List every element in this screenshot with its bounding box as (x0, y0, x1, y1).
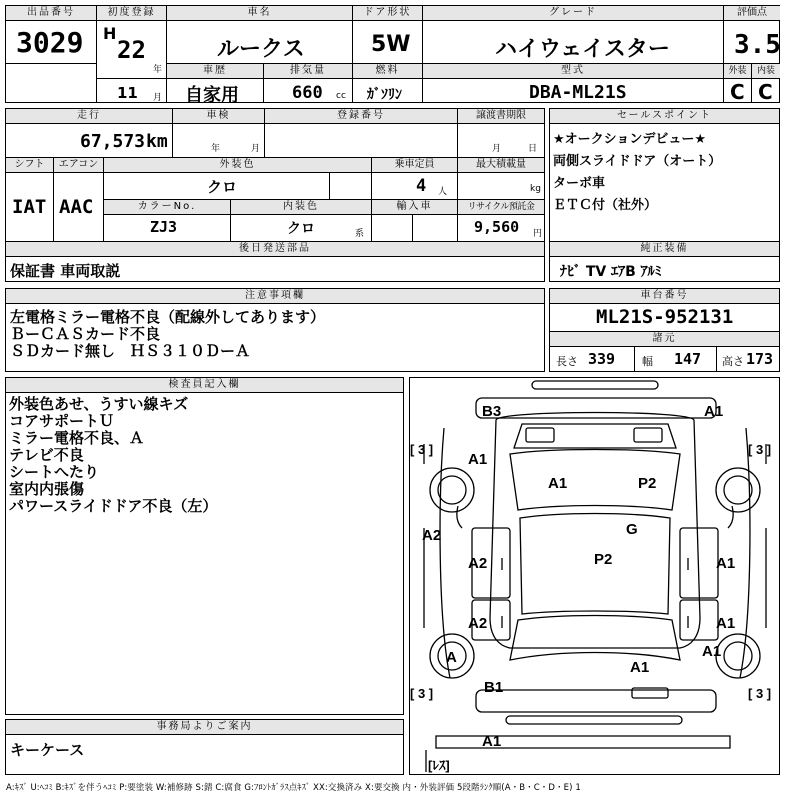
later-parts: 保証書 車両取説 (10, 262, 121, 280)
era: H (103, 24, 117, 43)
first-reg-label: 初度登録 (97, 6, 166, 21)
genuine-equipment-panel (549, 242, 780, 282)
chassis-number: ML21S-952131 (596, 306, 734, 328)
transfer-day-unit: 日 (528, 144, 538, 154)
door-cell (353, 6, 423, 63)
fuel-label: 燃料 (353, 64, 422, 79)
reg-year: 22 (117, 36, 146, 64)
inspection-month-unit: 月 (251, 144, 261, 154)
lot-label: 出品番号 (6, 6, 96, 21)
fuel-cell (353, 63, 423, 103)
vehicle-diagram-panel (409, 377, 780, 775)
damage-mark: A1 (548, 475, 568, 492)
max-load-label: 最大積載量 (458, 158, 544, 173)
int-color-cell (231, 199, 372, 241)
fuel: ｶﾞｿﾘﾝ (367, 87, 402, 103)
model-cell (423, 63, 724, 103)
shift: IAT (12, 196, 47, 218)
mileage-unit: km (146, 131, 168, 152)
mileage-cell (6, 109, 173, 157)
inspection-label: 車検 (173, 109, 264, 124)
sales-point-line: 両側スライドドア（オート） (553, 154, 722, 169)
inspector-line: パワースライドドア不良（左） (9, 497, 218, 515)
damage-mark: A1 (482, 733, 502, 750)
lot-cell (6, 6, 97, 63)
notes-label: 注意事項欄 (6, 289, 544, 304)
displacement-unit: cc (336, 91, 346, 101)
transfer-label: 譲渡書期限 (458, 109, 544, 124)
ext-color: クロ (207, 178, 238, 196)
note-line: ＢーＣＡＳカード不良 (10, 325, 161, 343)
history: 自家用 (185, 85, 239, 106)
ac: AAC (59, 196, 94, 218)
capacity: 4 (416, 176, 427, 196)
inspector-label: 検査員記入欄 (6, 378, 403, 393)
reg-month: 11 (117, 84, 138, 102)
inspector-line: ミラー電格不良、Ａ (9, 429, 145, 447)
recycle-unit: 円 (533, 229, 543, 239)
office-note: キーケース (10, 741, 85, 759)
capacity-unit: 人 (438, 187, 448, 197)
ext-color-cell (104, 157, 372, 199)
color-no-label: カラーNo. (104, 200, 230, 215)
displacement: 660 (292, 83, 323, 103)
length: 339 (588, 350, 616, 368)
spare-tire-label: [ﾚｽ] (428, 758, 450, 773)
int-color: クロ (287, 221, 315, 237)
max-load-cell (458, 157, 544, 199)
inspector-line: テレビ不良 (9, 446, 84, 464)
history-cell (167, 63, 264, 106)
ac-cell (54, 157, 104, 241)
office-panel (5, 719, 404, 775)
damage-mark: A1 (704, 403, 724, 420)
height: 173 (746, 350, 774, 368)
damage-mark: G (626, 521, 638, 538)
door-type: 5W (371, 32, 411, 57)
inspector-panel (5, 377, 404, 715)
damage-mark: A1 (630, 659, 650, 676)
inspector-line: 外装色あせ、うすい線キズ (9, 395, 189, 413)
tire-tread-label: [ 3 ] (410, 686, 434, 701)
header-panel (5, 5, 781, 106)
shift-label: シフト (6, 158, 53, 173)
ext-color-label: 外装色 (104, 158, 371, 173)
later-parts-cell (6, 241, 544, 281)
interior-label: 内装 (752, 64, 780, 79)
tire-tread-label: [ 3 ] (748, 686, 772, 701)
mileage-label: 走行 (6, 109, 172, 124)
door-label: ドア形状 (353, 6, 422, 21)
capacity-label: 乗車定員 (372, 158, 457, 173)
width-label: 幅 (642, 355, 653, 368)
exterior-label: 外装 (724, 64, 751, 79)
interior-grade: C (758, 80, 773, 104)
sales-point-line: ＥＴＣ付（社外） (553, 198, 658, 213)
month-unit: 月 (153, 93, 163, 103)
tire-tread-label: [ 3 ] (410, 442, 434, 457)
grade-label: グレード (423, 6, 723, 21)
damage-mark: A1 (702, 643, 722, 660)
inspector-line: コアサポートＵ (9, 412, 115, 430)
car-name: ルークス (217, 37, 305, 62)
damage-mark: B3 (482, 403, 502, 420)
width: 147 (674, 350, 702, 368)
score: 3.5 (734, 30, 781, 60)
sales-point-line: ★オークションデビュー★ (553, 132, 707, 147)
import-label: 輸入車 (372, 200, 457, 215)
legend: A:ｷｽﾞ U:ﾍｺﾐ B:ｷｽﾞを伴うﾍｺﾐ P:要塗装 W:補修跡 S:錆 C:腐食 G:ﾌﾛﾝﾄｶﾞﾗｽ点ｷｽﾞ XX:交換済み X:要交換 内・外装評価 5段階ﾗﾝｸ順(A・B・C・D・E) 1 (6, 783, 581, 793)
inspection-cell (173, 109, 265, 157)
damage-mark: A2 (422, 527, 442, 544)
tire-tread-label: [ 3 ] (748, 442, 772, 457)
damage-mark: A1 (716, 615, 736, 632)
chassis-panel (549, 288, 780, 372)
spec-label: 諸元 (550, 331, 779, 347)
recycle: 9,560 (474, 218, 520, 236)
genuine-equipment: ﾅﾋﾞ TV ｴｱB ｱﾙﾐ (560, 264, 662, 280)
first-reg-cell (97, 6, 167, 103)
plate-label: 登録番号 (265, 109, 457, 124)
color-no-cell (104, 199, 231, 241)
damage-mark: A1 (716, 555, 736, 572)
color-no: ZJ3 (150, 218, 178, 236)
displacement-label: 排気量 (264, 64, 352, 79)
score-cell (724, 6, 780, 63)
transfer-month-unit: 月 (492, 144, 502, 154)
inspection-year-unit: 年 (211, 144, 221, 154)
note-line: 左電格ミラー電格不良（配線外してあります） (10, 308, 326, 326)
note-line: ＳＤカード無し ＨＳ３１０ＤーＡ (10, 342, 251, 360)
sales-point-line: ターボ車 (553, 176, 606, 191)
notes-panel (5, 288, 545, 372)
history-label: 車歴 (167, 64, 263, 79)
recycle-label: リサイクル預託金 (458, 200, 544, 215)
damage-mark: A (446, 649, 457, 666)
damage-mark: B1 (484, 679, 504, 696)
height-label: 高さ (722, 355, 744, 368)
later-parts-label: 後日発送部品 (6, 242, 544, 257)
damage-mark: A2 (468, 555, 488, 572)
grade: ハイウェイスター (495, 37, 670, 62)
max-load-unit: kg (530, 184, 541, 194)
damage-mark: A2 (468, 615, 488, 632)
sales-points-panel (549, 108, 780, 242)
exterior-grade: C (730, 80, 745, 104)
grade-cell (423, 6, 724, 63)
inspector-line: 室内内張傷 (9, 480, 85, 498)
car-name-label: 車名 (167, 6, 352, 21)
car-name-cell (167, 6, 353, 63)
int-color-label: 内装色 (231, 200, 371, 215)
int-color-unit: 系 (355, 229, 365, 239)
damage-mark: A1 (468, 451, 488, 468)
transfer-cell (458, 109, 544, 157)
plate-cell (265, 109, 458, 157)
damage-mark: P2 (638, 475, 657, 492)
model-label: 型式 (423, 64, 723, 79)
genuine-label: 純正装備 (550, 242, 779, 257)
recycle-cell (458, 199, 544, 241)
ac-label: エアコン (54, 158, 103, 173)
inspector-line: シートへたり (9, 463, 100, 481)
model: DBA-ML21S (529, 82, 627, 103)
chassis-label: 車台番号 (550, 289, 779, 304)
length-label: 長さ (556, 355, 578, 368)
sales-points-label: セールスポイント (550, 109, 779, 124)
interior-cell (752, 63, 780, 103)
shift-cell (6, 157, 54, 241)
exterior-cell (724, 63, 752, 103)
car-diagram (410, 378, 779, 774)
import-cell (372, 199, 458, 241)
mileage: 67,573 (80, 131, 146, 152)
damage-mark: P2 (594, 551, 613, 568)
lot-blank (6, 63, 97, 103)
office-label: 事務局よりご案内 (6, 720, 403, 735)
year-unit: 年 (153, 65, 163, 75)
displacement-cell (264, 63, 353, 103)
lot-number: 3029 (16, 26, 84, 59)
score-label: 評価点 (724, 6, 780, 21)
capacity-cell (372, 157, 458, 199)
vehicle-info-panel (5, 108, 545, 282)
